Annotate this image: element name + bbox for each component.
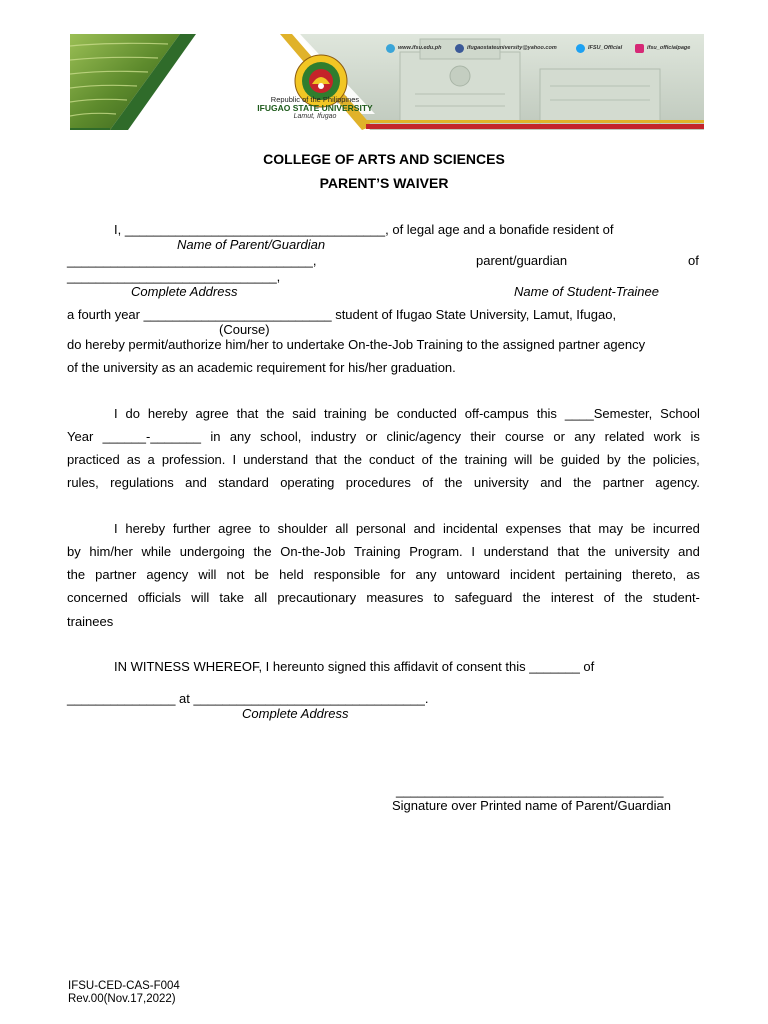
word: university [473,475,529,490]
website-contact[interactable] [386,43,442,53]
word: guided [560,452,600,467]
word: incidental [442,521,498,536]
word: for [390,567,406,582]
word: the [67,567,86,582]
word: agency [146,567,189,582]
p1-line6: of the university as an academic requirement for his/her graduation. [67,360,456,375]
republic-text: Republic of the Philippines [270,95,360,104]
word: or [553,429,565,444]
word: ____Semester, [564,406,653,421]
twitter-text: IFSU_Official [588,45,623,51]
word: of [603,590,615,605]
p1-line4: a fourth year __________________________ student of Ifugao State University, Lamut, Ifugao, [67,307,617,322]
p2-line [67,429,700,445]
word: the [627,452,646,467]
word: and [413,521,436,536]
word: student- [652,590,700,605]
p1-line2-of: of [688,253,699,268]
word: interest [550,590,594,605]
word: be [539,452,554,467]
word: all [335,521,349,536]
word: said [292,406,317,421]
word: undergoing [179,544,245,559]
word: practiced [67,452,120,467]
word: a [147,452,155,467]
word: conducted [396,406,457,421]
word: I [114,406,118,421]
word: thereto, [632,567,677,582]
word: not [226,567,245,582]
instagram-contact[interactable] [635,43,690,53]
word: off-campus [464,406,529,421]
word: agree [195,406,229,421]
word: that [236,406,259,421]
word: I [232,452,237,467]
word: will [198,567,217,582]
word: agency. [655,475,700,490]
word: may [598,521,623,536]
word: Program. [409,544,463,559]
word: Training [354,544,401,559]
word: university [614,544,670,559]
label-complete-address: Complete Address [131,284,238,299]
word: him/her [89,544,133,559]
word: of [421,452,433,467]
p3-line [67,544,700,560]
word: industry [310,429,357,444]
word: as [686,567,700,582]
word: related [604,429,645,444]
word: the [439,452,458,467]
word: the [253,544,272,559]
word: operating [280,475,335,490]
word: measures [366,590,424,605]
twitter-contact[interactable] [576,43,622,53]
word: as [126,452,141,467]
word: all [254,590,268,605]
word: in [210,429,221,444]
word: their [470,429,496,444]
label-student-name: Name of Student-Trainee [514,284,659,299]
word: the [343,452,362,467]
word: clinic/agency [386,429,461,444]
word: school, [260,429,302,444]
word: that [557,544,580,559]
word: incurred [652,521,700,536]
word: the [444,475,463,490]
word: will [191,590,210,605]
word: be [254,567,270,582]
p1-line1: I, ____________________________________, of legal age and a bonafide resident of [114,222,614,237]
witness-line1: IN WITNESS WHEREOF, I hereunto signed this affidavit of consent this _______ of [114,659,595,674]
word: and [540,475,562,490]
word: and [185,475,207,490]
witness-line2: _______________ at ________________________________. [67,691,429,706]
word: precautionary [277,590,357,605]
word: School [660,406,700,421]
form-code: IFSU-CED-CAS-F004 [68,980,180,992]
p1-line2-parent: parent/guardian [476,253,568,268]
label-witness-address: Complete Address [242,706,349,721]
word: do [125,406,140,421]
word: shoulder [277,521,328,536]
word: procedures [345,475,411,490]
signature-line: _____________________________________ [396,783,664,798]
word: rules, [67,475,99,490]
university-name: IFUGAO STATE UNIVERSITY [257,103,373,113]
website-text: www.ifsu.edu.ph [398,45,442,51]
word: be [374,406,389,421]
p1-line5: do hereby permit/authorize him/her to undertake On-the-Job Training to the assigned partner agency [67,337,646,352]
letterhead-banner [70,34,704,130]
facebook-icon [455,44,464,53]
facebook-contact[interactable] [455,43,557,53]
word: by [67,544,81,559]
word: any [229,429,251,444]
form-revision: Rev.00(Nov.17,2022) [68,993,176,1005]
word: this [536,406,557,421]
word: of [422,475,434,490]
word: partner [95,567,137,582]
word: understand [243,452,309,467]
word: that [569,521,591,536]
word: the [266,406,285,421]
word: I [114,521,118,536]
word: partner [602,475,644,490]
word: responsible [313,567,381,582]
word: incident [510,567,555,582]
globe-icon [386,44,395,53]
word: standard [218,475,269,490]
word: the [522,590,541,605]
twitter-icon [576,44,585,53]
word: training [464,452,508,467]
college-title: COLLEGE OF ARTS AND SCIENCES [263,151,505,167]
word: officials [137,590,182,605]
word: is [690,429,700,444]
word: hereby [125,521,166,536]
word: take [219,590,244,605]
word: understand [483,544,549,559]
word: hereby [147,406,188,421]
word: On-the-Job [280,544,346,559]
label-parent-name: Name of Parent/Guardian [177,237,326,252]
word: work [653,429,682,444]
word: while [141,544,172,559]
word: expenses [505,521,562,536]
word: and [678,544,700,559]
instagram-text: ifsu_officialpage [647,45,691,51]
word: I [471,544,475,559]
label-course: (Course) [219,322,270,337]
word: training [323,406,367,421]
instagram-icon [635,44,644,53]
word: course [504,429,544,444]
p2-line [67,475,700,491]
p3-line [67,567,700,583]
p2-line [67,452,700,468]
p3-last-line: trainees [67,614,114,629]
word: agree [218,521,252,536]
word: policies, [652,452,700,467]
word: the [573,475,592,490]
word: by [606,452,621,467]
p3-line [67,590,700,606]
word: conduct [369,452,415,467]
word: or [365,429,378,444]
word: any [415,567,437,582]
word: to [259,521,270,536]
word: pertaining [564,567,622,582]
word: held [279,567,304,582]
word: the [587,544,606,559]
p2-line [114,406,700,422]
word: further [172,521,211,536]
word: that [315,452,337,467]
word: concerned [67,590,128,605]
word: profession. [161,452,226,467]
word: to [433,590,445,605]
word: ______-_______ [102,429,201,444]
email-text: ifugaostateuniversity@yahoo.com [467,45,557,51]
p3-line [114,521,700,537]
word: any [574,429,596,444]
word: be [630,521,646,536]
word: regulations [110,475,174,490]
word: safeguard [454,590,513,605]
word: Year [67,429,94,444]
word: will [514,452,533,467]
waiver-title: PARENT’S WAIVER [319,175,449,191]
p1-line3: _____________________________, [67,269,281,284]
word: the [624,590,643,605]
word: untoward [446,567,500,582]
university-location: Lamut, Ifugao [293,113,337,120]
p1-line2-address: __________________________________, [67,253,317,268]
word: personal [355,521,406,536]
signature-label: Signature over Printed name of Parent/Guardian [392,798,671,813]
